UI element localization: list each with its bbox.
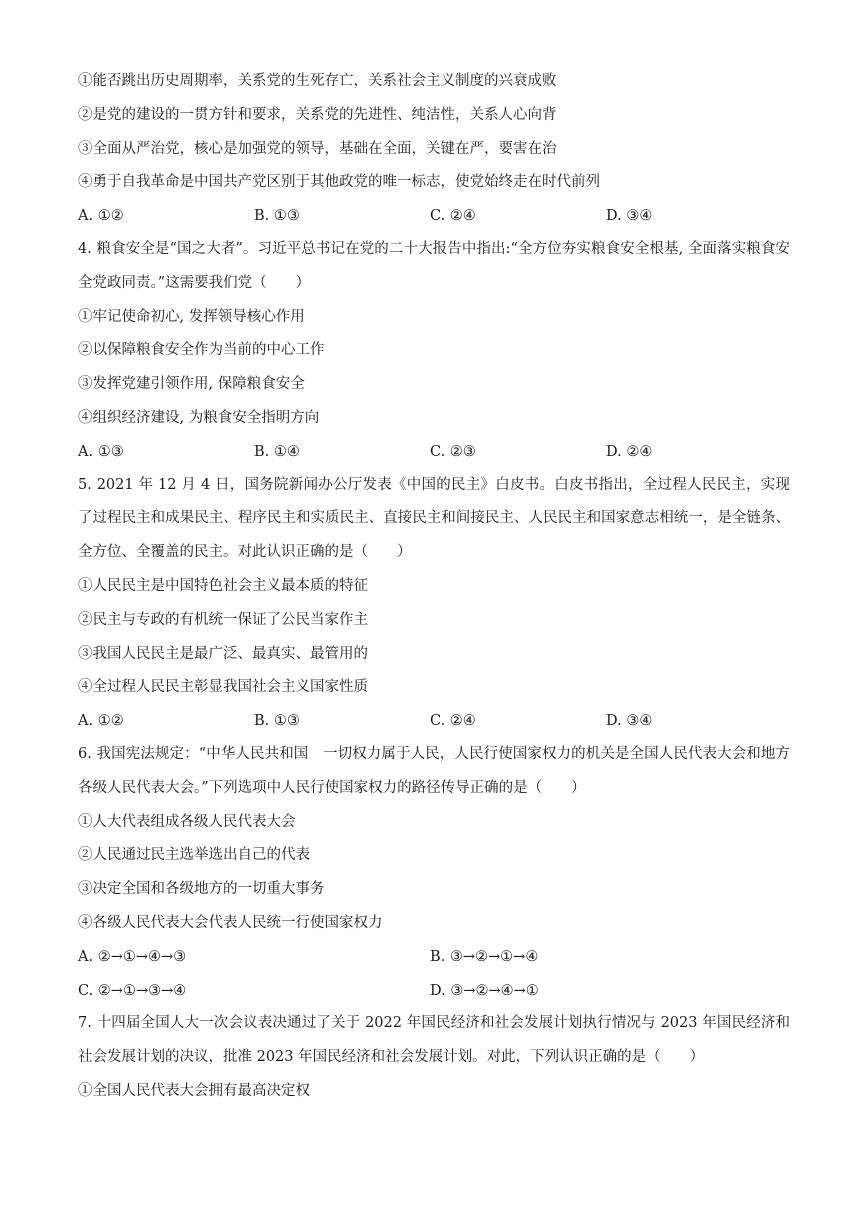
q4-option-c[interactable]: C. ②③ (430, 443, 476, 460)
q3-options (78, 205, 790, 227)
q5-item-2: ②民主与专政的有机统一保证了公民当家作主 (78, 611, 368, 628)
q6-stem: 6. 我国宪法规定：“中华人民共和国 一切权力属于人民，人民行使国家权力的机关是全国人民代表大会和地方各级人民代表大会。”下列选项中人民行使国家权力的路径传导正确的是（ ） (78, 745, 790, 796)
q6-options-row-1 (78, 946, 790, 968)
q5-option-c[interactable]: C. ②④ (430, 713, 476, 730)
q3-item-3: ③全面从严治党，核心是加强党的领导，基础在全面，关键在严，要害在治 (78, 140, 557, 157)
q4-item-3: ③发挥党建引领作用, 保障粮食安全 (78, 376, 305, 393)
q7-item-1: ①全国人民代表大会拥有最高决定权 (78, 1082, 310, 1099)
q5-stem: 5. 2021 年 12 月 4 日，国务院新闻办公厅发表《中国的民主》白皮书。白皮书指出，全过程人民民主，实现了过程民主和成果民主、程序民主和实质民主、直接民主和间接民主、人民民主和国家意志相统一，是全链条、全方位、全覆盖的民主。对此认识正确的是（ ） (78, 476, 790, 561)
q5-item-3: ③我国人民民主是最广泛、最真实、最管用的 (78, 645, 368, 662)
q6-option-a[interactable]: A. ②→①→④→③ (78, 948, 187, 965)
q5-item-4: ④全过程人民民主彰显我国社会主义国家性质 (78, 679, 368, 696)
q3-item-2: ②是党的建设的一贯方针和要求，关系党的先进性、纯洁性，关系人心向背 (78, 106, 557, 123)
q4-item-2: ②以保障粮食安全作为当前的中心工作 (78, 342, 325, 359)
q6-options-row-2 (78, 980, 790, 1002)
q3-option-d[interactable]: D. ③④ (606, 208, 653, 225)
q3-item-4: ④勇于自我革命是中国共产党区别于其他政党的唯一标志，使党始终走在时代前列 (78, 174, 600, 191)
q5-item-1: ①人民民主是中国特色社会主义最本质的特征 (78, 577, 368, 594)
q4-item-4: ④组织经济建设, 为粮食安全指明方向 (78, 409, 320, 426)
q4-options (78, 441, 790, 463)
q5-option-a[interactable]: A. ①② (78, 713, 124, 730)
q5-options (78, 710, 790, 732)
q6-item-4: ④各级人民代表大会代表人民统一行使国家权力 (78, 914, 383, 931)
q6-item-3: ③决定全国和各级地方的一切重大事务 (78, 881, 325, 898)
q6-option-b[interactable]: B. ③→②→①→④ (430, 948, 539, 965)
q6-item-1: ①人大代表组成各级人民代表大会 (78, 813, 296, 830)
q5-option-b[interactable]: B. ①③ (254, 713, 300, 730)
q6-option-c[interactable]: C. ②→①→③→④ (78, 982, 187, 999)
q3-option-a[interactable]: A. ①② (78, 208, 124, 225)
q7-stem: 7. 十四届全国人大一次会议表决通过了关于 2022 年国民经济和社会发展计划执行情况与 2023 年国民经济和社会发展计划的决议，批准 2023 年国民经济和社会发展计划。对此，下列认识正确的是（ ） (78, 1015, 790, 1066)
q4-item-1: ①牢记使命初心, 发挥领导核心作用 (78, 308, 305, 325)
q3-item-1: ①能否跳出历史周期率，关系党的生死存亡，关系社会主义制度的兴衰成败 (78, 73, 557, 89)
q4-option-a[interactable]: A. ①③ (78, 443, 124, 460)
q3-option-b[interactable]: B. ①③ (254, 208, 300, 225)
q4-option-d[interactable]: D. ②④ (606, 443, 653, 460)
q6-item-2: ②人民通过民主选举选出自己的代表 (78, 847, 310, 864)
q3-option-c[interactable]: C. ②④ (430, 208, 476, 225)
q4-option-b[interactable]: B. ①④ (254, 443, 300, 460)
exam-page (78, 70, 790, 1114)
q5-option-d[interactable]: D. ③④ (606, 713, 653, 730)
q4-stem: 4. 粮食安全是“国之大者”。习近平总书记在党的二十大报告中指出:“全方位夯实粮食安全根基, 全面落实粮食安全党政同责。”这需要我们党（ ） (78, 240, 790, 291)
q6-option-d[interactable]: D. ③→②→④→① (430, 982, 539, 999)
